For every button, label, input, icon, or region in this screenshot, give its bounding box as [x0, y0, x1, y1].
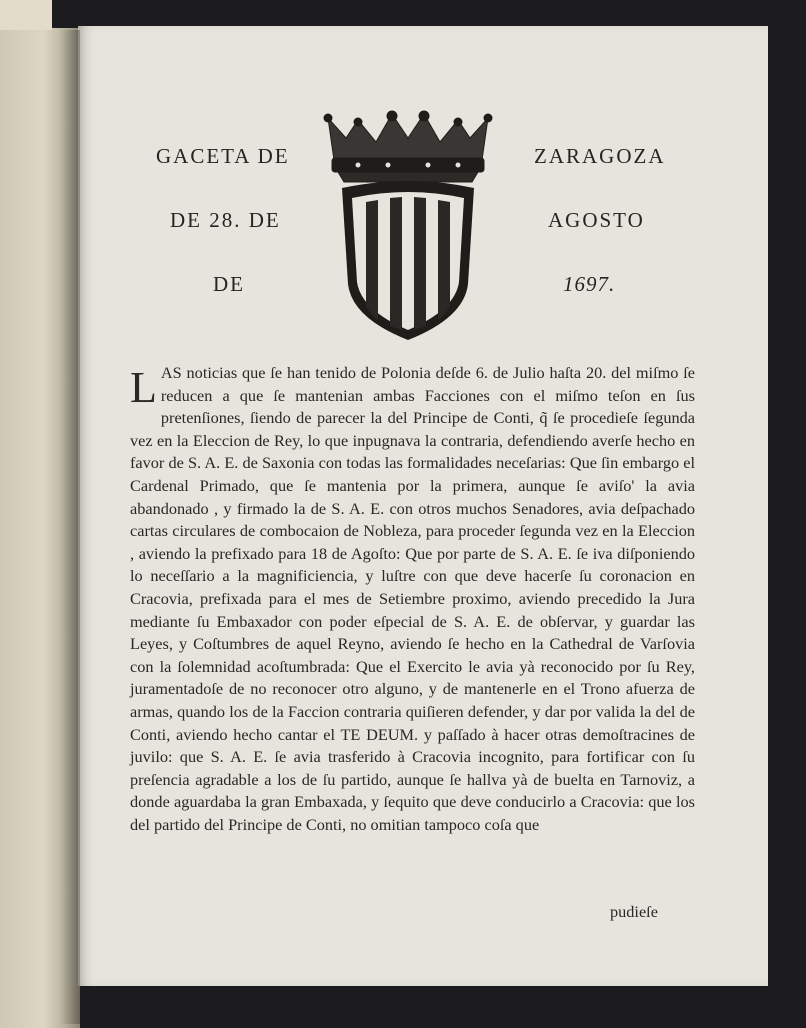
- spine-shadow: [60, 30, 80, 1024]
- date-day: DE 28. DE: [170, 208, 281, 232]
- article-text: AS noticias que ſe han tenido de Polonia deſde 6. de Julio haſta 20. del miſmo ſe reducen a que ſe mantenian ambas Facciones con el miſmo teſon en ſus pretenſiones, ſiendo de parecer la del Principe de Conti, q̃ ſe procedieſe ſegunda vez en la Eleccion de Rey, lo que inpugnava la contraria, defendiendo averſe hecho en favor de S. A. E. de Saxonia con todas las formalidades neceſarias: Que ſin embargo el Cardenal Primado, que ſe mantenia por la primera, aunque ſe aviſo' la avia abandonado , y firmado la de S. A. E. con otros muchos Senadores, avia deſpachado cartas circulares de combocaion de Nobleza, para proceder ſegunda vez en la Eleccion , aviendo la prefixado para 18 de Agoſto: Que por parte de S. A. E. ſe iva diſponiendo lo neceſſario a la magnificiencia, y luſtre con que deve hacerſe ſu coronacion en Cracovia, prefixada para el mes de Setiembre proximo, aviendo precedido la Jura mediante ſu Embaxador con poder eſpecial de S. A. E. de obſervar, y guardar las Leyes, y Coſtumbres de aquel Reyno, aviendo ſe hecho en la Cathedral de Varſovia con la ſolemnidad acoſtumbrada: Que el Exercito le avia yà reconocido por ſu Rey, juramentadoſe de no reconocer otro alguno, y de mantenerle en el Trono afuerza de armas, quando los de la Faccion contraria quiſieren defender, y dar por valida la del de Conti, aviendo hecho cantar el TE DEUM. y paſſado à hacer otras demoſtracines de juvilo: que S. A. E. ſe avia trasferido à Cracovia incognito, para fortificar con ſu preſencia agradable a los de ſu partido, aunque ſe hallva yà de buelta en Tarnoviz, a donde aguardaba la gran Embaxada, y ſequito que deve conducirlo a Cracovia: que los del partido del Principe de Conti, no omitian tampoco coſa que: [130, 363, 695, 834]
- catchword: pudieſe: [610, 902, 658, 921]
- shield-icon: [342, 181, 474, 340]
- crown-icon: [324, 111, 492, 182]
- coat-of-arms-icon: [318, 108, 498, 344]
- date-de: DE: [213, 272, 245, 296]
- newspaper-page: [78, 26, 768, 986]
- article-body: [130, 362, 695, 836]
- drop-cap: L: [130, 363, 157, 412]
- title-zaragoza: ZARAGOZA: [534, 144, 666, 168]
- date-year: 1697.: [563, 272, 616, 296]
- title-gaceta: GACETA DE: [156, 144, 290, 168]
- facing-page-corner: [0, 0, 52, 30]
- date-month: AGOSTO: [548, 208, 645, 232]
